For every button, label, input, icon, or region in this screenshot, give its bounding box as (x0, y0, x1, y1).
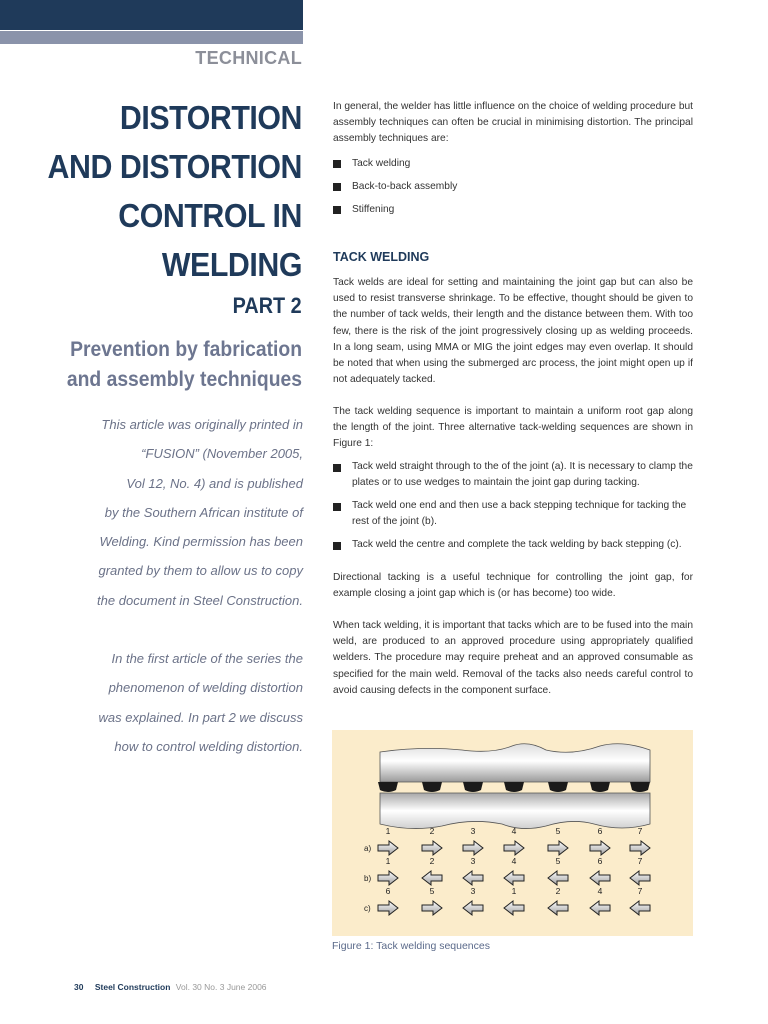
part-label: PART 2 (233, 293, 302, 318)
row-label: a) (364, 844, 372, 853)
figure-tack-welding (332, 730, 693, 936)
arrow-right-icon (378, 841, 398, 855)
tack-weld (463, 782, 483, 792)
arrow-right-icon (590, 841, 610, 855)
arrow-right-icon (378, 871, 398, 885)
body-paragraph (333, 99, 693, 148)
intro-line: how to control welding distortion. (114, 738, 303, 754)
sequence-number: 6 (597, 826, 603, 836)
sequence-number: 7 (637, 856, 643, 866)
intro-line: phenomenon of welding distortion (108, 680, 303, 696)
arrow-left-icon (463, 871, 483, 885)
tack-weld (504, 782, 524, 792)
bullet-square-icon (333, 542, 341, 550)
sequence-number: 6 (597, 856, 603, 866)
article-subtitle (43, 335, 302, 395)
arrow-right-icon (548, 841, 568, 855)
bullet-text: Tack welding (352, 158, 411, 169)
intro-line: This article was originally printed in (101, 417, 303, 432)
paragraph-text: In general, the welder has little influence on the choice of welding procedure but assembly techniques can often be crucial in minimising distortion. The principal assembly techniques are: (333, 101, 693, 145)
arrow-left-icon (504, 871, 524, 885)
arrow-right-icon (463, 841, 483, 855)
tack-weld (378, 782, 398, 792)
intro-line: “FUSION” (November 2005, (141, 446, 303, 462)
arrow-right-icon (504, 841, 524, 855)
intro-series-note (40, 644, 303, 761)
paragraph-text: Tack welds are ideal for setting and maintaining the joint gap but can also be used to resist transverse shrinkage. To be effective, thought should be given to the number of tack welds, their length and the distance between them. With too few, there is the risk of the joint progressively closing up as welding proceeds. In a long seam, using MMA or MIG the joint edges may even overlap. It should be noted that when using the submerged arc process, the joint might open up if not adequately tacked. (333, 277, 693, 386)
bullet-text: Tack weld one end and then use a back stepping technique for tacking the rest of the joint (b). (352, 500, 687, 528)
sequence-number: 3 (470, 856, 476, 866)
sequence-number: 4 (511, 856, 517, 866)
body-paragraph (333, 570, 693, 602)
upper-plate (380, 744, 650, 782)
sequence-number: 3 (470, 826, 476, 836)
tack-weld (422, 782, 442, 792)
body-paragraph (333, 618, 693, 699)
publication-name: Steel Construction (94, 982, 171, 992)
bullet-text: Tack weld the centre and complete the tack welding by back stepping (c). (352, 539, 682, 550)
arrow-left-icon (590, 901, 610, 915)
subtitle-line: Prevention by fabrication (70, 338, 302, 361)
bullet-square-icon (333, 160, 341, 168)
bullet-text: Back-to-back assembly (352, 181, 458, 192)
intro-line: In the first article of the series the (111, 651, 303, 666)
header-band-navy (0, 0, 303, 30)
sequence-number: 4 (511, 826, 517, 836)
article-title (43, 93, 302, 289)
intro-line: Vol 12, No. 4) and is published (126, 475, 303, 491)
sequence-number: 7 (637, 886, 643, 896)
arrow-left-icon (630, 871, 650, 885)
tack-weld (548, 782, 568, 792)
sequence-number: 4 (597, 886, 603, 896)
page-footer (74, 982, 267, 992)
bullet-item (333, 498, 693, 530)
arrow-right-icon (422, 901, 442, 915)
paragraph-text: Directional tacking is a useful technique for controlling the joint gap, for example closing a joint gap which is (or has become) too wide. (333, 572, 693, 600)
title-line: AND DISTORTION (47, 148, 302, 185)
arrow-right-icon (422, 841, 442, 855)
bullet-text: Tack weld straight through to the of the joint (a). It is necessary to clamp the plates or to use wedges to maintain the joint gap during tacking. (352, 461, 693, 489)
section-label: TECHNICAL (195, 48, 302, 68)
arrow-left-icon (630, 901, 650, 915)
tack-weld (630, 782, 650, 792)
sequence-number: 2 (429, 826, 435, 836)
intro-line: the document in Steel Construction. (97, 592, 303, 608)
intro-line: granted by them to allow us to copy (98, 563, 303, 579)
figure-caption: Figure 1: Tack welding sequences (332, 940, 490, 952)
row-label: b) (364, 874, 372, 883)
bullet-square-icon (333, 464, 341, 472)
subtitle-line: and assembly techniques (66, 368, 302, 391)
sequence-number: 5 (555, 826, 561, 836)
paragraph-text: The tack welding sequence is important to maintain a uniform root gap along the length of the joint. Three alternative tack-welding sequences are shown in Figure 1: (333, 406, 693, 450)
body-paragraph (333, 275, 693, 388)
arrow-left-icon (422, 871, 442, 885)
intro-reprint-note (40, 410, 303, 615)
sequence-number: 1 (385, 826, 391, 836)
paragraph-text: When tack welding, it is important that tacks which are to be fused into the main weld, are produced to an approved procedure using appropriately qualified welders. The procedure may require preheat and an approved consumable as specified for the main weld. Removal of the tacks also needs careful control to avoid causing defects in the component surface. (333, 620, 693, 696)
bullet-item (333, 459, 693, 491)
title-line: CONTROL IN (118, 197, 302, 234)
arrow-left-icon (504, 901, 524, 915)
issue-info: Vol. 30 No. 3 June 2006 (175, 982, 267, 992)
sequence-number: 5 (555, 856, 561, 866)
bullet-item (333, 537, 693, 553)
intro-line: by the Southern African institute of (104, 504, 303, 520)
bullet-square-icon (333, 183, 341, 191)
row-label: c) (364, 904, 371, 913)
bullet-item (333, 156, 693, 172)
sequence-number: 1 (385, 856, 391, 866)
sequence-number: 2 (555, 886, 561, 896)
title-line: WELDING (161, 246, 302, 283)
header-band-slate (0, 31, 303, 44)
body-paragraph (333, 404, 693, 453)
intro-line: was explained. In part 2 we discuss (98, 709, 303, 725)
sequence-number: 2 (429, 856, 435, 866)
sequence-number: 1 (511, 886, 517, 896)
arrow-right-icon (630, 841, 650, 855)
bullet-text: Stiffening (352, 204, 395, 215)
title-line: DISTORTION (119, 99, 303, 136)
bullet-item (333, 179, 693, 195)
sequence-number: 6 (385, 886, 391, 896)
intro-line: Welding. Kind permission has been (99, 534, 303, 550)
arrow-left-icon (548, 901, 568, 915)
bullet-square-icon (333, 206, 341, 214)
arrow-left-icon (590, 871, 610, 885)
sequence-number: 5 (429, 886, 435, 896)
arrow-left-icon (548, 871, 568, 885)
arrow-right-icon (378, 901, 398, 915)
tack-weld (590, 782, 610, 792)
bullet-item (333, 202, 693, 218)
bullet-square-icon (333, 503, 341, 511)
page-number: 30 (74, 982, 84, 992)
section-heading: TACK WELDING (333, 250, 430, 264)
lower-plate (380, 793, 650, 829)
sequence-number: 3 (470, 886, 476, 896)
arrow-left-icon (463, 901, 483, 915)
sequence-number: 7 (637, 826, 643, 836)
figure-illustration (332, 730, 693, 936)
